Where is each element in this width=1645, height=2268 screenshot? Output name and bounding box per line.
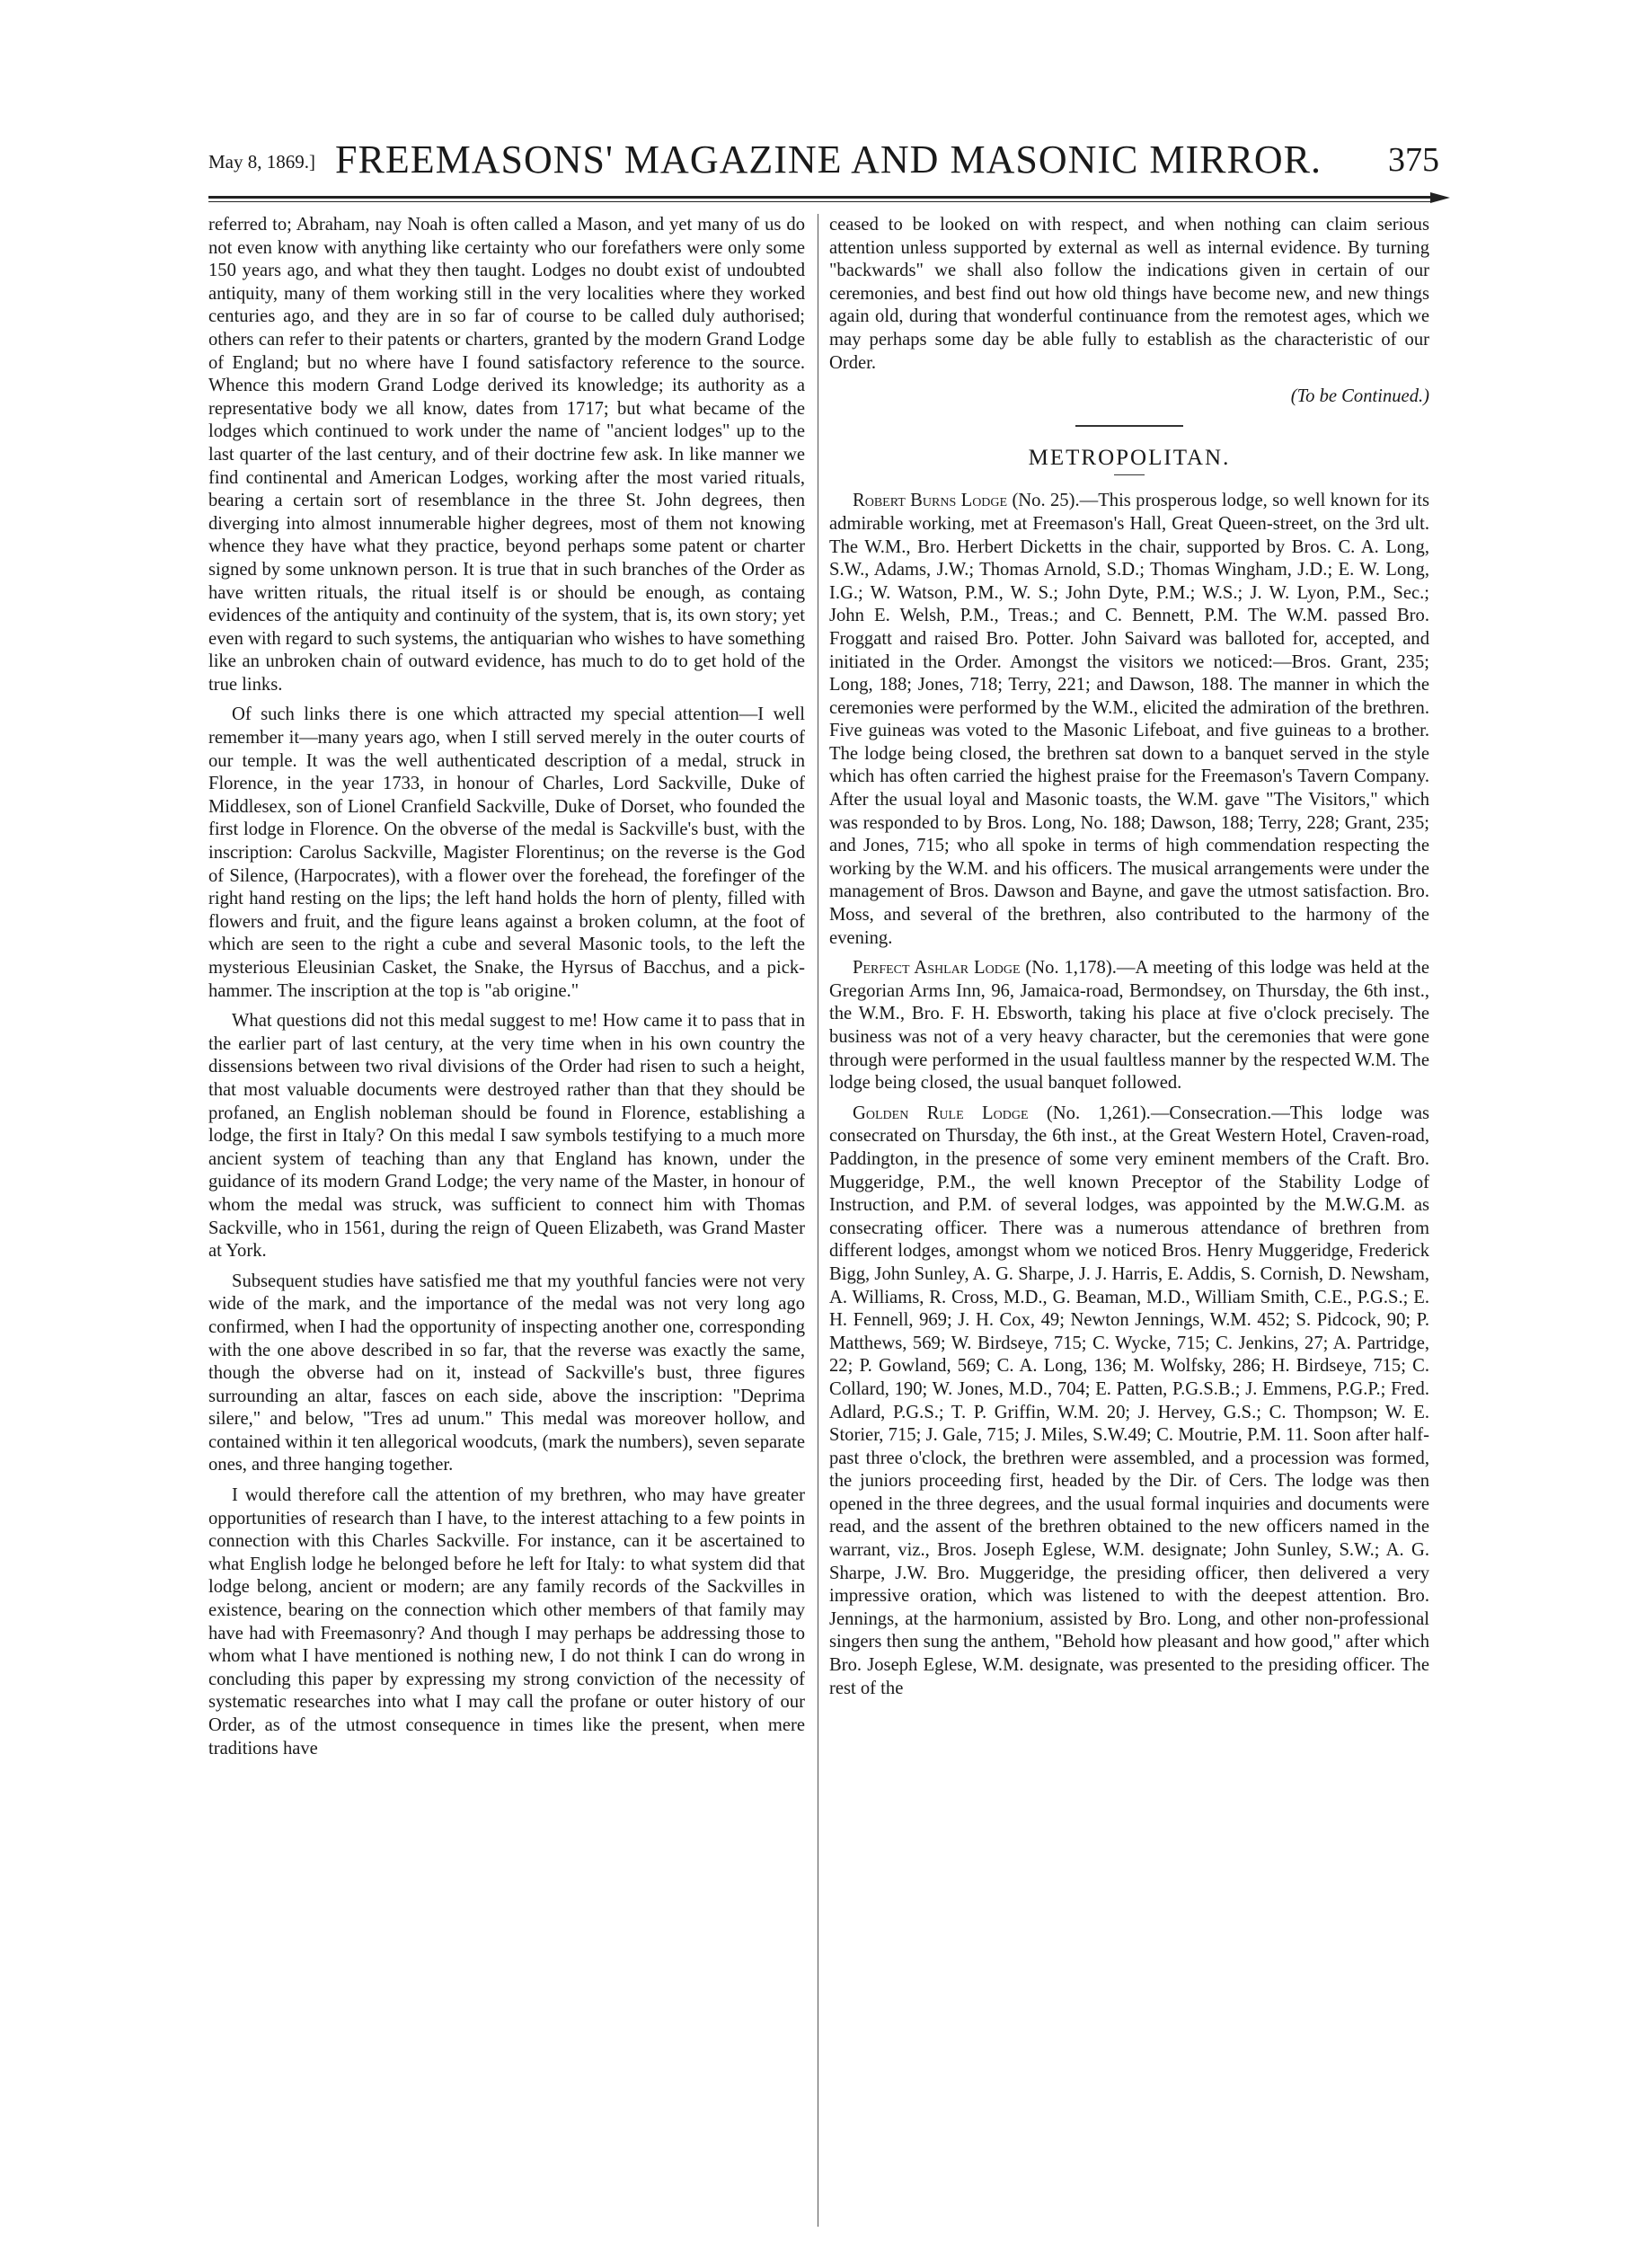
- to-be-continued: (To be Continued.): [1290, 386, 1429, 407]
- lodge-name: Perfect Ashlar Lodge: [853, 958, 1021, 979]
- article-paragraph: I would therefore call the attention of my brethren, who may have greater opportunities of research than I have, to the interest attaching to a few points in connection with this Charles Sackville. For instance, can it be ascertained to what English lodge he belonged before he left for Italy: to what system did that lodge belong, ancient or modern; are any family records of the Sackvilles in existence, bearing on the connection which other members of that family may have had with Freemasonry? And though I may perhaps be addressing those to whom what I have mentioned is nothing new, I do not think I can do wrong in concluding this paper by expressing my strong conviction of the necessity of systematic researches into what I may call the profane or outer history of our Order, as of the utmost consequence in times like the present, when mere traditions have: [208, 1485, 805, 1759]
- lodge-name: Robert Burns Lodge: [853, 491, 1008, 511]
- lodge-report: [829, 1103, 1429, 1700]
- article-continuation: ceased to be looked on with respect, and when nothing can claim serious attention unless supported by external as well as internal evidence. By turning "backwards" we shall also follow the indications given in certain of our ceremonies, and best find out how old things have become new, and new things again old, during that wonderful continuance from the remotest ages, which we may perhaps some day be able fully to establish as the characteristic of our Order.: [829, 215, 1429, 373]
- lodge-report-body: (No. 1,261).—Consecration.—This lodge was consecrated on Thursday, the 6th inst., at the Great Western Hotel, Craven-road, Paddington, in the presence of some very eminent members of the Craft. Bro. Muggeridge, P.M., the well known Preceptor of the Stability Lodge of Instruction, and P.M. of several lodges, was appointed by the M.W.G.M. as consecrating officer. There was a numerous attendance of brethren from different lodges, amongst whom we noticed Bros. Henry Muggeridge, Frederick Bigg, John Sunley, A. G. Sharpe, J. J. Harris, E. Addis, S. Cornish, D. Newsham, A. Williams, R. Cross, M.D., G. Beaman, M.D., William Smith, C.E., P.G.S.; E. H. Fennell, 969; J. H. Cox, 49; Newton Jennings, W.M. 452; S. Pidcock, 90; P. Matthews, 569; W. Birdseye, 715; C. Wycke, 715; C. Jenkins, 27; A. Partridge, 22; P. Gowland, 569; C. A. Long, 136; M. Wolfsky, 286; H. Birdseye, 715; C. Collard, 190; W. Jones, M.D., 704; E. Patten, P.G.S.B.; J. Emmens, P.G.P.; Fred. Adlard, P.G.S.; T. P. Griffin, W.M. 20; J. Hervey, G.S.; C. Thompson; W. E. Storier, 715; J. Gale, 715; J. Miles, S.W.49; C. Moutrie, P.M. 11. Soon after half-past three o'clock, the brethren were assembled, and a procession was formed, the juniors proceeding first, headed by the Dir. of Cers. The lodge was then opened in the three degrees, and the usual formal inquiries and documents were read, and the assent of the brethren obtained to the new officers named in the warrant, viz., Bros. Joseph Eglese, W.M. designate; John Sunley, S.W.; A. G. Sharpe, J.W. Bro. Muggeridge, the presiding officer, then delivered a very impressive oration, which was listened to with the deepest attention. Bro. Jennings, at the harmonium, assisted by Bro. Long, and other non-professional singers then sung the anthem, "Behold how pleasant and how good," after which Bro. Joseph Eglese, W.M. designate, was presented to the presiding officer. The rest of the: [829, 1103, 1429, 1698]
- right-column: [829, 214, 1429, 2232]
- header-rule: [208, 196, 1430, 202]
- article-paragraph: Subsequent studies have satisfied me that my youthful fancies were not very wide of the mark, and the importance of the medal was not very long ago confirmed, when I had the opportunity of inspecting another one, corresponding with the one above described in so far, that the reverse was exactly the same, though the obverse had on it, instead of Sackville's bust, three figures surrounding an altar, fasces on each side, above the inscription: "Deprima silere," and below, "Tres ad unum." This medal was moreover hollow, and contained within it ten allegorical woodcuts, (mark the numbers), seven separate ones, and three hanging together.: [208, 1271, 805, 1475]
- lodge-report-body: (No. 25).—This prosperous lodge, so well known for its admirable working, met at Freemason's Hall, Great Queen-street, on the 3rd ult. The W.M., Bro. Herbert Dicketts in the chair, supported by Bros. C. A. Long, S.W., Adams, J.W.; Thomas Arnold, S.D.; Thomas Wingham, J.D.; E. W. Long, I.G.; W. Watson, P.M., W. S.; John Dyte, P.M.; W.S.; J. W. Lyon, P.M., Sec.; John E. Welsh, P.M., Treas.; and C. Bennett, P.M. The W.M. passed Bro. Froggatt and raised Bro. Potter. John Saivard was balloted for, accepted, and initiated in the Order. Amongst the visitors we noticed:—Bros. Grant, 235; Long, 188; Jones, 718; Terry, 221; and Dawson, 188. The manner in which the ceremonies were performed by the W.M., elicited the admiration of the brethren. Five guineas was voted to the Masonic Lifeboat, and five guineas to a brother. The lodge being closed, the brethren sat down to a banquet served in the style which has often carried the highest praise for the Freemason's Tavern Company. After the usual loyal and Masonic toasts, the W.M. gave "The Visitors," which was responded to by Bros. Long, No. 188; Dawson, 188; Terry, 228; Grant, 235; and Jones, 715; who all spoke in terms of high commendation respecting the working by the W.M. and his officers. The musical arrangements were under the management of Bros. Dawson and Bayne, and gave the utmost satisfaction. Bro. Moss, and several of the brethren, also contributed to the harmony of the evening.: [829, 491, 1429, 948]
- header-date: May 8, 1869.]: [208, 151, 315, 173]
- article-paragraph: Of such links there is one which attracted my special attention—I well remember it—many years ago, when I still served merely in the outer courts of our temple. It was the well authenticated description of a medal, struck in Florence, in the year 1733, in honour of Charles, Lord Sackville, Duke of Middlesex, son of Lionel Cranfield Sackville, Duke of Dorset, who founded the first lodge in Florence. On the obverse of the medal is Sackville's bust, with the inscription: Carolus Sackville, Magister Florentinus; on the reverse is the God of Silence, (Harpocrates), with a flower over the forehead, the forefinger of the right hand resting on the lips; the left hand holds the horn of plenty, filled with flowers and fruit, and the figure leans against a broken column, at the foot of which are seen to the right a cube and several Masonic tools, to the left the mysterious Eleusinian Casket, the Snake, the Hyrsus of Bacchus, and a pick-hammer. The inscription at the top is "ab origine.": [208, 704, 805, 1001]
- lodge-report: [829, 957, 1429, 1095]
- article-paragraph: referred to; Abraham, nay Noah is often called a Mason, and yet many of us do not even know with anything like certainty who our forefathers were only some 150 years ago, and what they then taught. Lodges no doubt exist of undoubted antiquity, many of them working still in the very localities where they worked centuries ago, and they are in so far of course to be called duly authorised; others can refer to their patents or charters, granted by the modern Grand Lodge of England; but no where have I found satisfactory reference to the source. Whence this modern Grand Lodge derived its knowledge; its authority as a representative body we all know, dates from 1717; but what became of the lodges which continued to work under the name of "ancient lodges" up to the last quarter of the last century, and of their doctrine few ask. In like manner we find continental and American Lodges, working after the most varied rituals, bearing a certain sort of resemblance in the three St. John degrees, then diverging into almost innumerable higher degrees, most of them not knowing whence they have what they practice, beyond perhaps some patent or charter signed by some unknown person. It is true that in such branches of the Order as have written rituals, the ritual itself is or should be enough, as containg evidences of the antiquity and continuity of the system, that is, its own story; yet even with regard to such systems, the antiquarian who wishes to have something like an unbroken chain of outward evidence, has much to do to get hold of the true links.: [208, 215, 805, 695]
- header-page-number: 375: [1388, 141, 1439, 179]
- article-paragraph: What questions did not this medal suggest to me! How came it to pass that in the earlier part of last century, at the very time when in his own country the dissensions between two rival divisions of the Order had risen to such a height, that most valuable documents were destroyed rather than that they should be profaned, an English nobleman should be found in Florence, establishing a lodge, the first in Italy? On this medal I saw symbols testifying to a much more ancient system of teaching than any that England has known, under the guidance of its modern Grand Lodge; the very name of the Master, in honour of whom the medal was struck, was sufficient to connect him with Thomas Sackville, who in 1561, during the reign of Queen Elizabeth, was Grand Master at York.: [208, 1011, 805, 1262]
- lodge-name: Golden Rule Lodge: [853, 1103, 1029, 1123]
- section-short-rule: [1114, 474, 1145, 475]
- page-header: [208, 133, 1448, 187]
- section-title: METROPOLITAN.: [1028, 445, 1231, 470]
- section-divider-rule: [1075, 425, 1183, 427]
- lodge-report: [829, 490, 1429, 950]
- left-column: [208, 214, 805, 2232]
- lodge-report-body: (No. 1,178).—A meeting of this lodge was held at the Gregorian Arms Inn, 96, Jamaica-road, Bermondsey, on Thursday, the 6th inst., the W.M., Bro. F. H. Ebsworth, taking his place at five o'clock precisely. The business was not of a very heavy character, but the ceremonies that were gone through were performed in the usual faultless manner by the respected W.M. The lodge being closed, the usual banquet followed.: [829, 958, 1429, 1094]
- header-title: FREEMASONS' MAGAZINE AND MASONIC MIRROR.: [335, 137, 1322, 182]
- rule-arrow-tip: [1430, 192, 1450, 203]
